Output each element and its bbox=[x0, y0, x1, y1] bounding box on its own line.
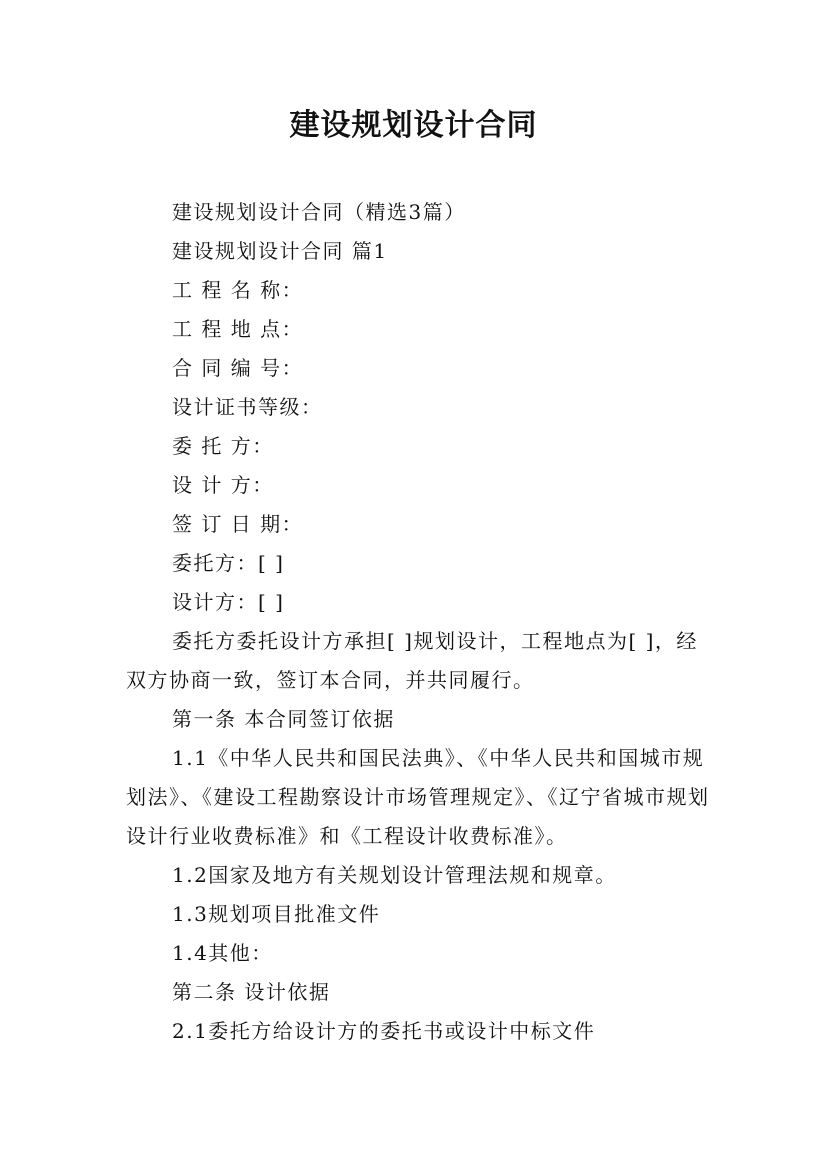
paragraph-subtitle: 建设规划设计合同（精选3篇） bbox=[172, 200, 466, 224]
field-contract-number: 合 同 编 号： bbox=[172, 356, 304, 380]
article-heading-2: 第二条 设计依据 bbox=[172, 980, 331, 1004]
field-project-location: 工 程 地 点： bbox=[172, 317, 304, 341]
article-heading-1: 第一条 本合同签订依据 bbox=[172, 707, 395, 731]
document-title: 建设规划设计合同 bbox=[289, 108, 538, 143]
clause-1-1: 1.1《中华人民共和国民法典》、《中华人民共和国城市规划法》、《建设工程勘察设计市场管理规定》、《辽宁省城市规划设计行业收费标准》和《工程设计收费标准》。 bbox=[126, 746, 710, 848]
field-signing-date: 签 订 日 期： bbox=[172, 512, 304, 536]
field-project-name: 工 程 名 称： bbox=[172, 278, 304, 302]
document-body bbox=[126, 193, 716, 1051]
clause-1-2: 1.2国家及地方有关规划设计管理法规和规章。 bbox=[172, 863, 617, 887]
field-client: 委 托 方： bbox=[172, 434, 274, 458]
clause-1-4: 1.4其他： bbox=[172, 941, 273, 965]
paragraph-intro: 委托方委托设计方承担[ ]规划设计，工程地点为[ ]，经双方协商一致，签订本合同，并共同履行。 bbox=[126, 629, 698, 692]
clause-1-3: 1.3规划项目批准文件 bbox=[172, 902, 381, 926]
paragraph-section-heading: 建设规划设计合同 篇1 bbox=[172, 239, 388, 263]
field-designer: 设 计 方： bbox=[172, 473, 274, 497]
party-client: 委托方：[ ] bbox=[172, 551, 285, 575]
clause-2-1: 2.1委托方给设计方的委托书或设计中标文件 bbox=[172, 1019, 596, 1043]
field-certificate-level: 设计证书等级： bbox=[172, 395, 323, 419]
party-designer: 设计方：[ ] bbox=[172, 590, 285, 614]
